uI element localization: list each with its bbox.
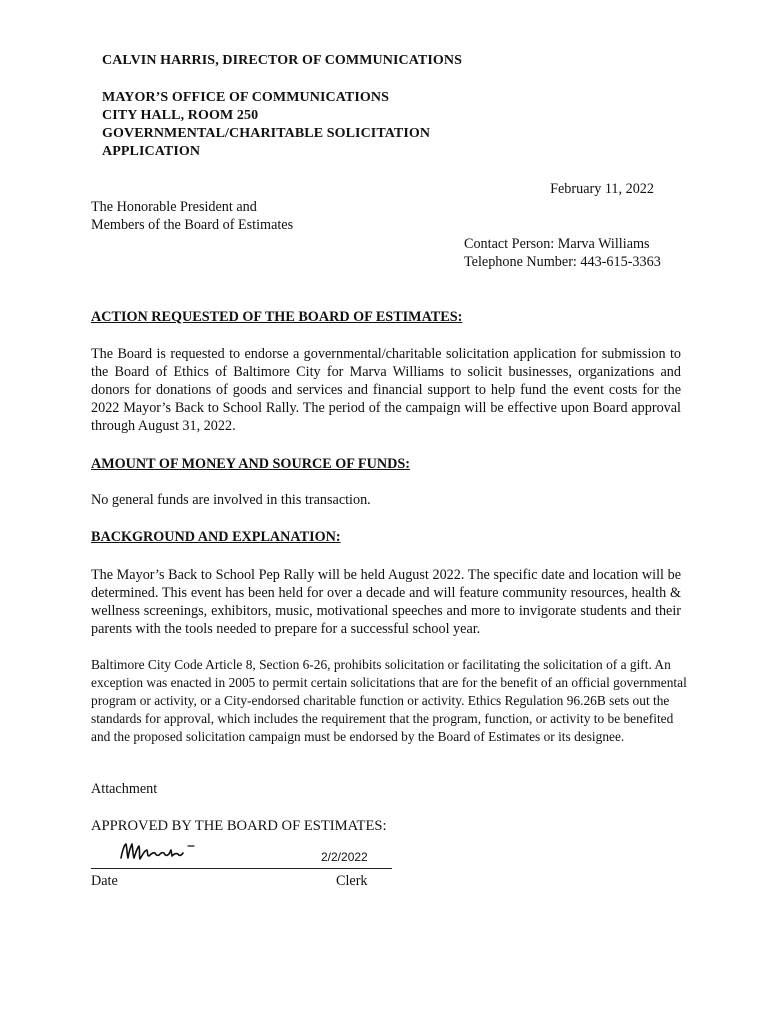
header-room: CITY HALL, ROOM 250 [102,108,259,123]
contact-phone: Telephone Number: 443-615-3363 [464,254,661,270]
section-body-background-2: Baltimore City Code Article 8, Section 6-26, prohibits solicitation or facilitating the solicitation of a gift. An exception was enacted in 2005 to permit certain solicitations that are for the benefit of an official governmental program or activity, or a City-endorsed charitable function or activity. Ethics Regulation 96.26B sets out the standards for approval, which includes the requirement that the program, function, or activity to be benefited and the proposed solicitation campaign must be endorsed by the Board of Estimates or its designee. [91,657,687,744]
approval-title: APPROVED BY THE BOARD OF ESTIMATES: [91,818,387,834]
section-body-funds: No general funds are involved in this transaction. [91,492,371,508]
section-body-action: The Board is requested to endorse a governmental/charitable solicitation application for submission to the Board of Ethics of Baltimore City for Marva Williams to solicit businesses, organizations and donors for donations of goods and services and financial support to help fund the event costs for the 2022 Mayor’s Back to School Rally. The period of the campaign will be effective upon Board approval through August 31, 2022. [91,346,681,434]
header-director: CALVIN HARRIS, DIRECTOR OF COMMUNICATIONS [102,53,462,68]
signature-line [91,868,392,869]
approval-stamp-date: 2/2/2022 [321,850,368,864]
section-heading-background: BACKGROUND AND EXPLANATION: [91,529,341,545]
letter-date: February 11, 2022 [550,181,654,197]
attachment-label: Attachment [91,781,158,797]
contact-person: Contact Person: Marva Williams [464,236,650,252]
header-subject: GOVERNMENTAL/CHARITABLE SOLICITATION [102,126,431,141]
addressee-line2: Members of the Board of Estimates [91,217,294,233]
section-body-background-1: The Mayor’s Back to School Pep Rally will be held August 2022. The specific date and location will be determined. This event has been held for over a decade and will feature community resources, health & wellness screenings, exhibitors, music, motivational speeches and more to invigorate students and their parents with the tools needed to prepare for a successful school year. [91,567,681,637]
section-heading-funds: AMOUNT OF MONEY AND SOURCE OF FUNDS: [91,456,410,472]
addressee-line1: The Honorable President and [91,199,257,215]
header-office: MAYOR’S OFFICE OF COMMUNICATIONS [102,90,389,105]
section-heading-action: ACTION REQUESTED OF THE BOARD OF ESTIMATES: [91,309,463,325]
header-subject-cont: APPLICATION [102,144,201,159]
signature-image [118,838,198,864]
clerk-label: Clerk [336,873,368,889]
date-label: Date [91,873,118,889]
